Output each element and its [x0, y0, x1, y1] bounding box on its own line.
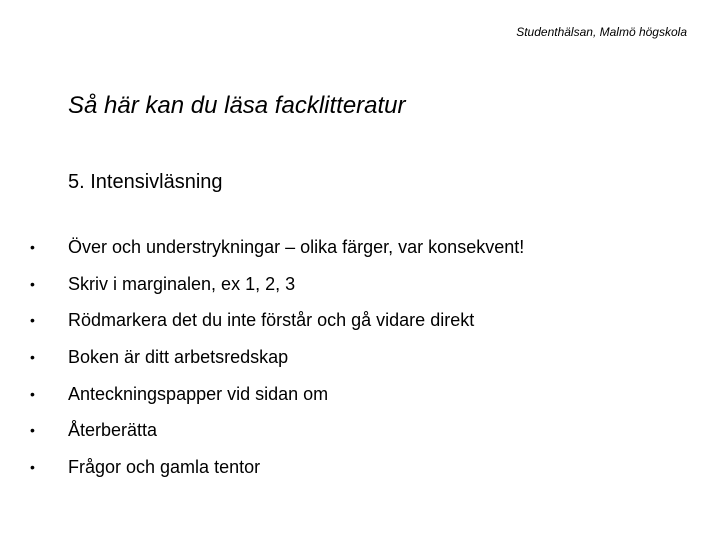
bullet-icon: • [30, 349, 35, 366]
bullet-text: Frågor och gamla tentor [68, 457, 261, 478]
bullet-text: Anteckningspapper vid sidan om [68, 383, 329, 404]
bullet-icon: • [30, 239, 35, 255]
bullet-icon: • [30, 459, 35, 476]
bullet-text: Skriv i marginalen, ex 1, 2, 3 [68, 273, 296, 294]
header-organization: Studenthälsan, Malmö högskola [516, 25, 687, 39]
bullet-text: Rödmarkera det du inte förstår och gå vidare direkt [68, 310, 475, 331]
bullet-text: Över och understrykningar – olika färger, var konsekvent! [68, 237, 525, 257]
slide-title: Så här kan du läsa facklitteratur [68, 92, 406, 119]
bullet-text: Boken är ditt arbetsredskap [68, 347, 289, 368]
bullet-icon: • [30, 422, 35, 439]
bullet-text: Återberätta [68, 420, 158, 441]
bullet-icon: • [30, 275, 35, 292]
section-heading: 5. Intensivläsning [68, 171, 223, 193]
bullet-icon: • [30, 312, 35, 329]
bullet-icon: • [30, 385, 35, 402]
